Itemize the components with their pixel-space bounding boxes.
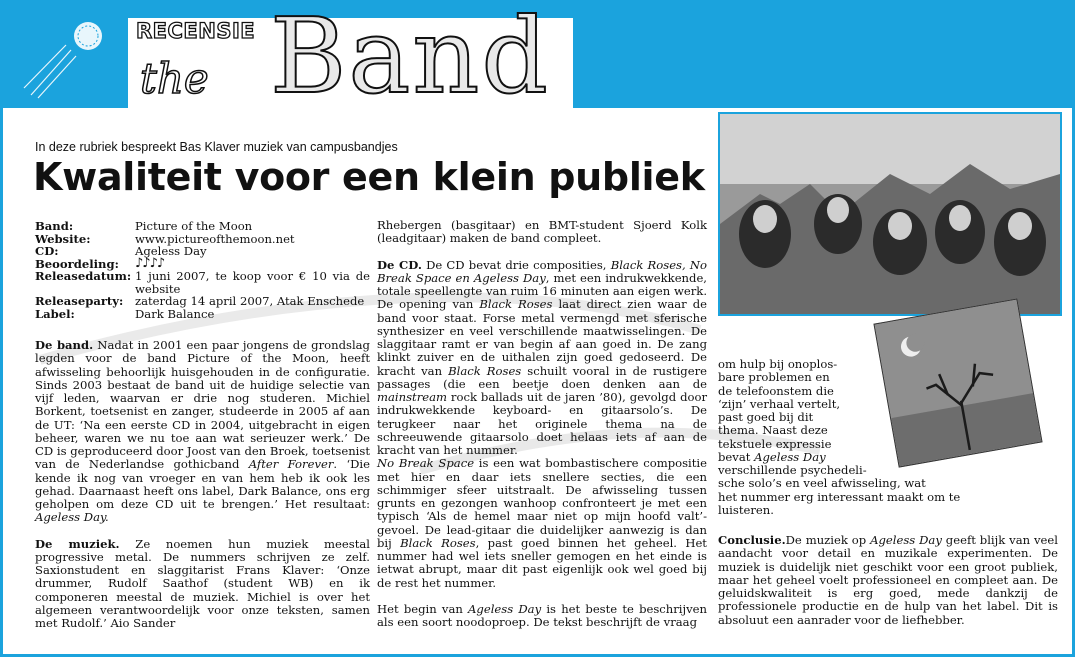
body-text: Ze noemen hun muziek meestal progressive metal. De nummers schrijven ze zelf. Saxionstudent en slaggitarist Frans Klaver: ‘Onze drummer, Rudolf Saathof (student WB) en ik componeren meestal de muziek. Michiel is over het algemeen verantwoordelijk voor onze teksten, samen met Rudolf.’ Aio Sander (35, 536, 370, 630)
body-text: Black Roses (479, 297, 553, 312)
body-text: , past goed binnen het geheel. Het nummer had wel iets sneller gemogen en het einde is ietwat abrupt, maar dit past eigenlijk ook wel goed bij de rest het nummer. (377, 535, 707, 590)
body-text: Nadat in 2001 een paar jongens de grondslag legden voor de band Picture of the Moon, heeft afwisseling behoorlijk huisgehouden in de configuratie. Sinds 2003 bestaat de band uit de huidige selectie van vijf leden, waarvan er drie nog studeren. Michiel Borkent, toetsenist en zanger, studeerde in 2005 af aan de UT: ‘Na een eerste CD in 2004, uitgebracht in eigen beheer, waren we nu toe aan wat serieuzer werk.’ De CD is geproduceerd door Joost van den Broek, toetsenist van de Nederlandse gothicband (35, 338, 370, 472)
paragraph-de-band (35, 339, 370, 525)
info-row-label (35, 308, 370, 321)
section-label: RECENSIE (136, 19, 256, 43)
body-text: is een wat bombastischere compositie met hier en daar iets snellere secties, die een schimmiger sfeer uitstraalt. De afwisseling tussen grunts en gezongen wanhoop confronteert je met een typisch ‘Als de hemel maar niet op mijn hoofd valt’-gevoel. De lead-gitaar die duidelijker aanwezig is dan bij (377, 456, 707, 550)
rating-notes-icon: ♪♪♪♪ (135, 255, 165, 271)
body-text: No Break Space (377, 456, 475, 471)
body-text: schuilt vooral in de rustigere passages (die een beetje doen denken aan de (377, 363, 707, 391)
info-row-band (35, 220, 370, 233)
paragraph-ageless-day (377, 603, 707, 630)
body-line: bare problemen en (718, 370, 830, 385)
body-text: rock ballads uit de jaren ’80), gevolgd door indrukwekkende keyboard- en gitaarsolo’s. De terugkeer naar het originele thema na de schreeuwende gitaarsolo doet helaas iets af aan de kracht van het nummer. (377, 390, 707, 457)
body-text: bevat (718, 449, 755, 464)
body-text: Black Roses (400, 535, 476, 550)
info-label: Website: (35, 231, 91, 246)
article-column-3 (718, 534, 1058, 627)
body-line (718, 451, 878, 464)
info-label: Releaseparty: (35, 294, 124, 308)
body-line: luisteren. (718, 502, 774, 517)
body-line: past goed bij dit (718, 410, 814, 424)
body-text: Ageless Day (468, 601, 542, 616)
body-text: De CD bevat drie composities, (421, 257, 611, 272)
info-value: zaterdag 14 april 2007, Atak Enschede (135, 294, 365, 308)
body-text: laat direct zien waar de band voor staat. Forse metal vermengd met sferische synthesizer en veel verschillende maatwisselingen. De slaggitaar ramt er van begin af aan goed in. De zang klinkt zuiver en de uithalen zijn goed gedoseerd. De kracht van (377, 297, 707, 378)
article-column-3-wrap (718, 357, 961, 517)
body-line: om hulp bij onoplos- (718, 357, 838, 371)
info-row-release-date (35, 270, 370, 295)
body-line: ‘zijn’ verhaal vertelt, (718, 396, 841, 411)
info-label: Releasedatum: (35, 269, 132, 283)
body-line: sche solo’s en veel afwisseling, wat (718, 476, 926, 491)
body-line: verschillende psychedeli- (718, 463, 867, 477)
body-text: Black Roses, No Break Space en Ageless Day (377, 257, 708, 285)
info-label: Beoordeling: (35, 256, 119, 271)
body-text: geeft blijk van veel aandacht voor detail en muzikale experimenten. De muziek is duidelijk niet geschikt voor een groot publiek, maar het geheel voelt professioneel en compleet aan. De geluidskwaliteit is erg goed, mede dankzij de professionele productie en de hulp van het label. Dit is absoluut een aanrader voor de liefhebber. (718, 533, 1058, 627)
subhead: De CD. (377, 257, 422, 272)
paragraph-de-cd (377, 259, 707, 458)
body-text: mainstream (377, 390, 447, 404)
info-label: Band: (35, 219, 74, 233)
band-photo (718, 112, 1062, 316)
body-text: Ageless Day (870, 533, 942, 547)
info-value: Picture of the Moon (135, 219, 253, 233)
paragraph-de-muziek (35, 538, 370, 631)
body-text: . ‘Die kende ik nog van vroeger en van hem heb ik ook les gehad. Daarnaast heeft ons label, Dark Balance, ons erg geholpen om deze CD uit te brengen.’ Het resultaat: (35, 457, 371, 511)
body-line: tekstuele expressie (718, 436, 832, 451)
body-line: de telefoonstem die (718, 383, 834, 398)
paragraph-continued: Rhebergen (basgitaar) en BMT-student Sjoerd Kolk (leadgitaar) maken de band compleet. (377, 218, 707, 246)
subhead: De band. (35, 338, 94, 352)
info-row-cd (35, 245, 370, 258)
info-value: Dark Balance (135, 306, 215, 321)
body-line: thema. Naast deze (718, 423, 828, 438)
body-text: , met een indrukwekkende, totale speellengte van ruim 16 minuten aan eigen werk. De opening van (377, 270, 707, 312)
paragraph-no-break-space (377, 457, 707, 590)
info-row-release-party (35, 295, 370, 308)
paragraph-conclusie (718, 534, 1058, 627)
subhead: De muziek. (35, 536, 120, 551)
body-text: is het beste te beschrijven als een soort noodoproep. De tekst beschrijft de vraag (377, 601, 707, 629)
cd-cover-image (873, 298, 1042, 467)
subhead: Conclusie. (718, 533, 786, 547)
info-label: CD: (35, 244, 59, 258)
body-text: Ageless Day. (35, 510, 109, 525)
body-text: Het begin van (377, 601, 469, 616)
info-value: Ageless Day (135, 244, 207, 258)
body-text: De muziek op (785, 533, 871, 547)
info-value: www.pictureofthemoon.net (135, 231, 295, 246)
body-text: Black Roses (448, 363, 522, 378)
body-text: After Forever (248, 457, 334, 472)
body-text: Ageless Day (754, 449, 826, 464)
info-label: Label: (35, 306, 75, 321)
page-title: Kwaliteit voor een klein publiek (33, 155, 705, 199)
title-the: the (140, 54, 209, 103)
body-line: het nummer erg interessant maakt om te (718, 489, 961, 504)
article-column-1 (35, 339, 370, 630)
article-column-2 (377, 219, 707, 629)
title-band: Band (270, 0, 550, 117)
intro-line: In deze rubriek bespreekt Bas Klaver muziek van campusbandjes (35, 140, 398, 154)
band-info-table (35, 220, 370, 320)
info-value: 1 juni 2007, te koop voor € 10 via de website (135, 269, 370, 296)
